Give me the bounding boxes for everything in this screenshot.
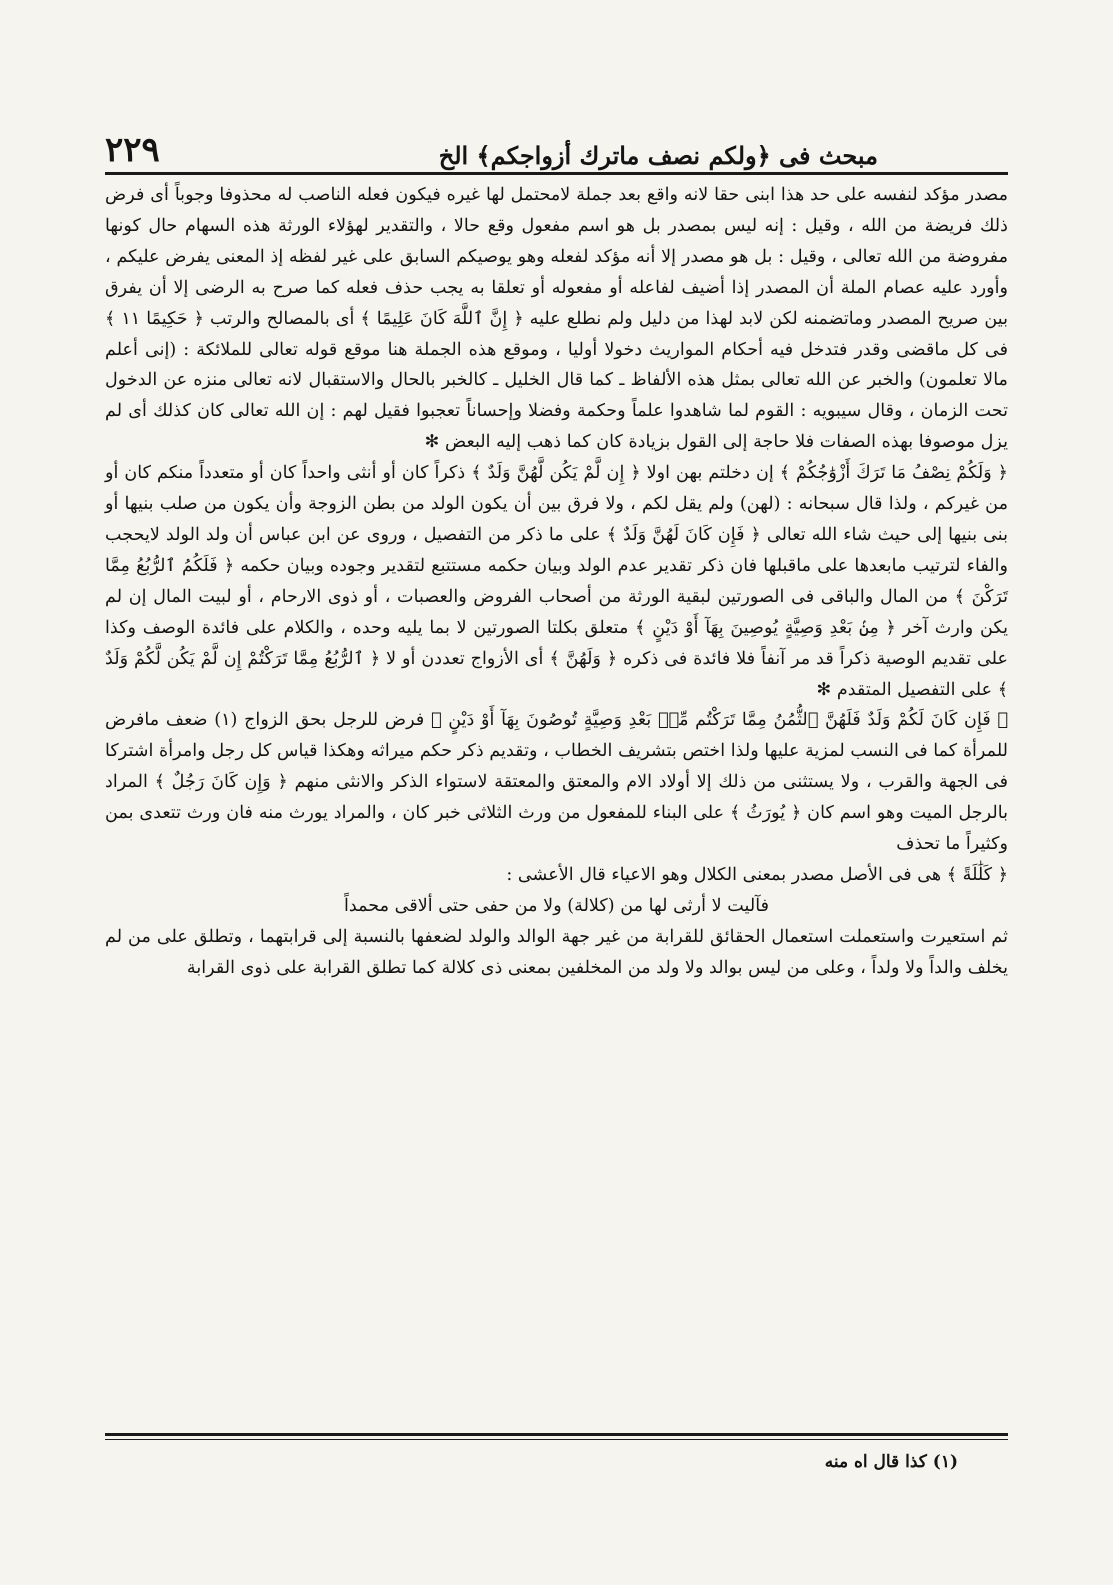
- header-rule: [105, 172, 1008, 175]
- paragraph-5: ثم استعيرت واستعملت استعمال الحقائق للقرابة من غير جهة الوالد والولد لضعفها بالنسبة إلى قرابتهما ، وتطلق على من لم يخلف والداً ولا ولداً ، وعلى من ليس بوالد ولا ولد من المخلفين بمعنى ذى كلالة كما تطلق القرابة على ذوى القرابة: [105, 926, 1008, 978]
- footnote: (١) كذا قال اه منه: [824, 1452, 958, 1472]
- main-text: [105, 180, 1008, 984]
- page-header: [105, 112, 1008, 170]
- page-number: ٢٢٩: [105, 130, 160, 170]
- paragraph-1: مصدر مؤكد لنفسه على حد هذا ابنى حقا لانه واقع بعد جملة لامحتمل لها غيره فيكون فعله الناصب له محذوفا وجوباً أى فرض ذلك فريضة من الله ، وقيل : إنه ليس بمصدر بل هو اسم مفعول وقع حالا ، والتقدير لهؤلاء الورثة هذه السهام حال كونها مفروضة من الله تعالى ، وقيل : بل هو مصدر إلا أنه مؤكد لفعله وهو يوصيكم السابق على غير لفظه إذ المعنى يفرض عليكم ، وأورد عليه عصام الملة أن المصدر إذا أضيف لفاعله أو مفعوله أو تعلقا به يجب حذف فعله كما صرح به الرضى إلا أن يفرق بين صريح المصدر وماتضمنه لكن لابد لهذا من دليل ولم نطلع عليه ﴿ إِنَّ ٱللَّهَ كَانَ عَلِيمًا ﴾ أى بالمصالح والرتب ﴿ حَكِيمًا ١١ ﴾ فى كل ماقضى وقدر فتدخل فيه أحكام المواريث دخولا أوليا ، وموقع هذه الجملة هنا موقع قوله تعالى للملائكة : (إنى أعلم مالا تعلمون) والخبر عن الله تعالى بمثل هذه الألفاظ ـ كما قال الخليل ـ كالخبر بالحال والاستقبال لانه تعالى منزه عن الدخول تحت الزمان ، وقال سيبويه : القوم لما شاهدوا علماً وحكمة وفضلا وإحساناً تعجبوا فقيل لهم : إن الله تعالى كان كذلك أى لم يزل موصوفا بهذه الصفات فلا حاجة إلى القول بزيادة كان كما ذهب إليه البعض ✻: [105, 185, 1009, 453]
- paragraph-4: ﴿ كَلَٰلَةً ﴾ هى فى الأصل مصدر بمعنى الكلال وهو الاعياء قال الأعشى :: [506, 864, 1008, 885]
- footnote-rule: [105, 1433, 1008, 1440]
- running-title: مبحث فى ﴿ولكم نصف ماترك أزواجكم﴾ الخ: [438, 141, 878, 170]
- paragraph-3: ﴿ فَإِن كَانَ لَكُمْ وَلَدٌ فَلَهُنَّ ٱلثُّمُنُ مِمَّا تَرَكْتُم مِّنۢ بَعْدِ وَصِيَّةٍ تُوصُونَ بِهَآ أَوْ دَيْنٍ ﴾ فرض للرجل بحق الزواج (١) ضعف مافرض للمرأة كما فى النسب لمزية عليها ولذا اختص بتشريف الخطاب ، وتقديم ذكر حكم ميراثه وهكذا قياس كل رجل وامرأة اشتركا فى الجهة والقرب ، ولا يستثنى من ذلك إلا أولاد الام والمعتق والمعتقة لاستواء الذكر والانثى منهم ﴿ وَإِن كَانَ رَجُلٌ ﴾ المراد بالرجل الميت وهو اسم كان ﴿ يُورَثُ ﴾ على البناء للمفعول من ورث الثلاثى خبر كان ، والمراد يورث منه فان ورث تتعدى بمن وكثيراً ما تحذف: [105, 710, 1008, 855]
- poetry-verse: فآليت لا أرثى لها من (كلالة) ولا من حفى حتى ألاقى محمداً: [344, 895, 769, 916]
- paragraph-2: ﴿ وَلَكُمْ نِصْفُ مَا تَرَكَ أَزْوَٰجُكُمْ ﴾ إن دخلتم بهن اولا ﴿ إِن لَّمْ يَكُن لَّهُنَّ وَلَدٌ ﴾ ذكراً كان أو أنثى واحداً كان أو متعدداً منكم كان أو من غيركم ، ولذا قال سبحانه : (لهن) ولم يقل لكم ، ولا فرق بين أن يكون الولد من بطن الزوجة وأن يكون من صلب بنيها أو بنى بنيها إلى حيث شاء الله تعالى ﴿ فَإِن كَانَ لَهُنَّ وَلَدٌ ﴾ على ما ذكر من التفصيل ، وروى عن ابن عباس أن ولد الولد لايحجب والفاء لترتيب مابعدها على ماقبلها فان ذكر تقدير عدم الولد وبيان حكمه مستتبع لتقدير وجوده وبيان حكمه ﴿ فَلَكُمُ ٱلرُّبُعُ مِمَّا تَرَكْنَ ﴾ من المال والباقى فى الصورتين لبقية الورثة من أصحاب الفروض والعصبات ، أو ذوى الارحام ، أو لبيت المال إن لم يكن وارث آخر ﴿ مِنۢ بَعْدِ وَصِيَّةٍ يُوصِينَ بِهَآ أَوْ دَيْنٍ ﴾ متعلق بكلتا الصورتين لا بما يليه وحده ، والكلام على فائدة الوصف وكذا على تقديم الوصية ذكراً قد مر آنفاً فلا فائدة فى ذكره ﴿ وَلَهُنَّ ﴾ أى الأزواج تعددن أو لا ﴿ ٱلرُّبُعُ مِمَّا تَرَكْتُمْ إِن لَّمْ يَكُن لَّكُمْ وَلَدٌ ﴾ على التفصيل المتقدم ✻: [105, 463, 1008, 700]
